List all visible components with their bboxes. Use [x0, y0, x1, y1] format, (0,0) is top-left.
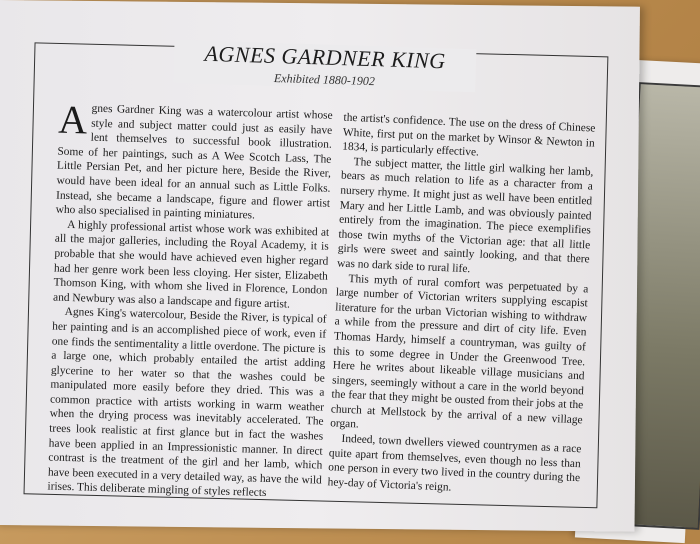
- text-column-right: [327, 111, 595, 501]
- paragraph: The subject matter, the little girl walking her lamb, bears as much relation to life as a character from a nursery rhyme. It might just as well have been entitled Mary and her Little Lamb, and was obviously painted entirely from the imagination. The piece exemplifies those twin myths of the Victorian age: that all little girls were sweet and saintly looking, and that there was no dark side to rural life.: [336, 155, 594, 276]
- drop-cap: A: [57, 96, 88, 143]
- text-column-left: [47, 96, 333, 503]
- paragraph: the artist's confidence. The use on the dress of Chinese White, first put on the market by Winsor & Newton in 1834, is particularly effective.: [342, 111, 596, 159]
- page-subtitle: Exhibited 1880-1902: [273, 70, 376, 89]
- paragraph: This myth of rural comfort was perpetuated by a large number of Victorian writers supplying escapist literature for the urban Victorian wishing to withdraw a while from the pressure and dirt of city life. Even Thomas Hardy, himself a countryman, was guilty of this to some degree in Under the Greenwood Tree. Here he writes about likeable village musicians and singers, seemingly without a care in the world beyond the fear that they might be ousted from their jobs at the church at Mellstock by the arrival of a new village organ.: [329, 272, 589, 432]
- paragraph-text: gnes Gardner King was a watercolour artist whose style and subject matter could just as easily have lent themselves to successful book illustration. Some of her paintings, such as A Wee Scotch Lass, The Little Persian Pet, and her picture here, Beside the River, would have been ideal for an annual such as Little Folks. Instead, she became a landscape, figure and flower artist who also specialised in painting miniatures.: [55, 102, 333, 222]
- paragraph: Agnes King's watercolour, Beside the River, is typical of her painting and is an accomplished piece of work, even if one finds the sentimentality a little overdone. The picture is a large one, which probably entailed the artist adding glycerine to her water so that the washes could be manipulated more easily before they dried. This was a common practice with artists working in warm weather when the drying process was inevitably accelerated. The trees look realistic at first glance but in fact the washes have been applied in an Impressionistic manner. In direct contrast is the treatment of the girl and her lamb, which have been executed in a very detailed way, as have the wild irises. This deliberate mingling of styles reflects: [47, 306, 327, 500]
- paragraph: [55, 96, 333, 226]
- paragraph: Indeed, town dwellers viewed countrymen as a race quite apart from themselves, even though no less than one person in every two lived in the country during the hey-day of Victoria's reign.: [327, 432, 582, 494]
- paragraph: A highly professional artist whose work was exhibited at all the major galleries, including the Royal Academy, it is probable that she would have achieved even higher regard had her genre work been less cloying. Her sister, Elizabeth Thomson King, with whom she lived in Florence, London and Newbury was also a landscape and figure artist.: [52, 218, 330, 311]
- page-title: AGNES GARDNER KING: [204, 40, 447, 74]
